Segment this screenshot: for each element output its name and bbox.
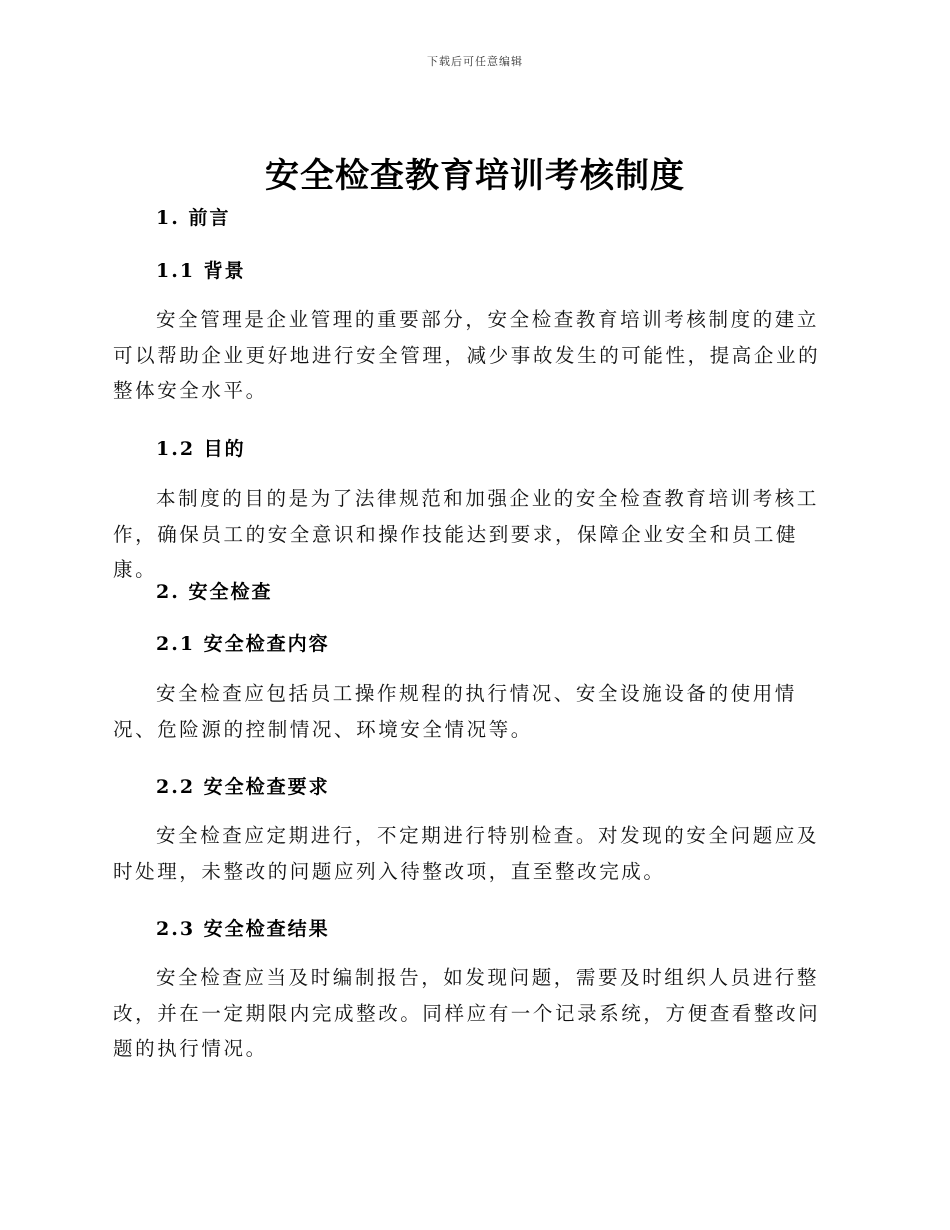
section-heading-preface: 1. 前言 (156, 207, 231, 229)
subsection-heading-purpose: 1.2 目的 (156, 438, 246, 460)
page-header-note: 下载后可任意编辑 (427, 55, 523, 68)
paragraph-inspection-requirements: 安全检查应定期进行，不定期进行特别检查。对发现的安全问题应及时处理，未整改的问题应列入待整改项，直至整改完成。 (113, 824, 820, 883)
paragraph-inspection-results: 安全检查应当及时编制报告，如发现问题，需要及时组织人员进行整改，并在一定期限内完成整改。同样应有一个记录系统，方便查看整改问题的执行情况。 (113, 966, 821, 1060)
paragraph-purpose: 本制度的目的是为了法律规范和加强企业的安全检查教育培训考核工作，确保员工的安全意识和操作技能达到要求，保障企业安全和员工健康。 (113, 487, 820, 581)
subsection-heading-inspection-results: 2.3 安全检查结果 (156, 918, 330, 940)
subsection-heading-inspection-requirements: 2.2 安全检查要求 (156, 776, 330, 798)
paragraph-inspection-content: 安全检查应包括员工操作规程的执行情况、安全设施设备的使用情况、危险源的控制情况、环境安全情况等。 (113, 682, 797, 741)
subsection-heading-inspection-content: 2.1 安全检查内容 (156, 633, 330, 655)
document-title: 安全检查教育培训考核制度 (265, 156, 685, 196)
section-heading-safety-inspection: 2. 安全检查 (156, 581, 273, 603)
paragraph-background: 安全管理是企业管理的重要部分，安全检查教育培训考核制度的建立可以帮助企业更好地进行安全管理，减少事故发生的可能性，提高企业的整体安全水平。 (113, 308, 821, 402)
subsection-heading-background: 1.1 背景 (156, 260, 246, 282)
